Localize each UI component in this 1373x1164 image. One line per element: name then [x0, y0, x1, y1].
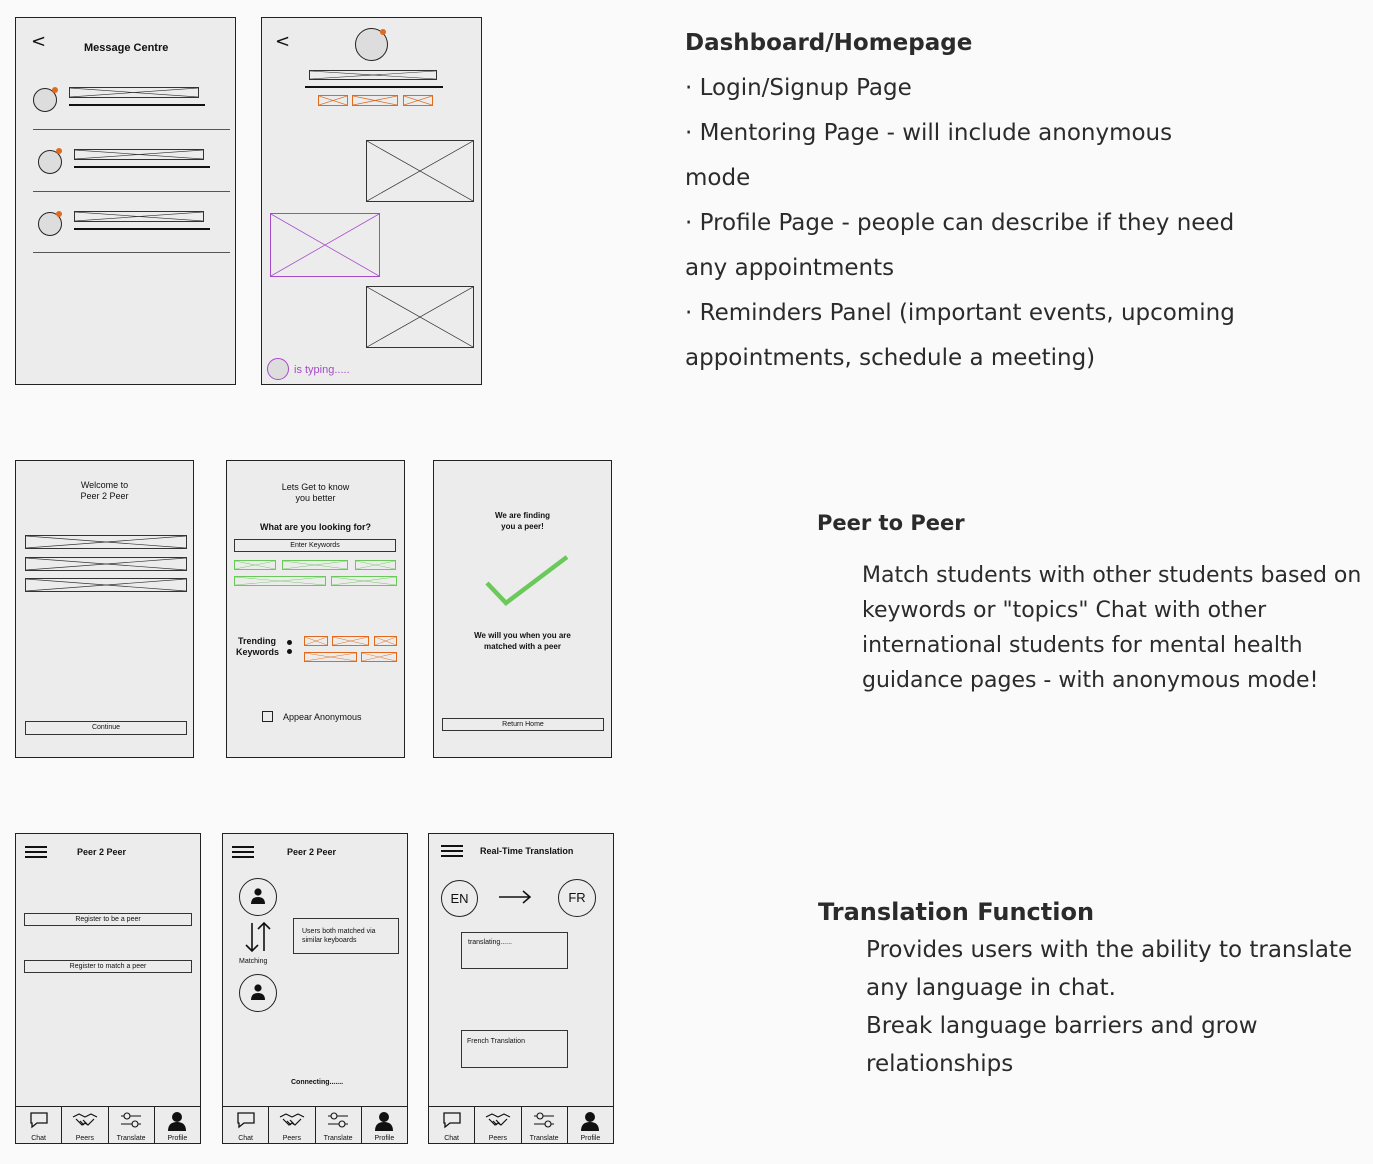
tag-placeholder — [403, 95, 433, 106]
nav-chat[interactable] — [223, 1107, 269, 1143]
profile-icon — [374, 1111, 394, 1131]
keyword-chip[interactable] — [234, 576, 326, 586]
trending-label: Keywords — [236, 647, 280, 657]
source-language-button[interactable]: EN — [441, 880, 478, 917]
input-placeholder[interactable] — [25, 578, 187, 592]
profile-icon — [167, 1111, 187, 1131]
person-icon — [251, 984, 265, 1000]
nav-peers[interactable] — [475, 1107, 521, 1143]
keyword-chip[interactable] — [282, 560, 348, 570]
sliders-icon — [327, 1111, 349, 1129]
finding-subtitle: you a peer! — [501, 522, 544, 531]
welcome-screen — [15, 460, 194, 758]
description-line: guidance pages - with anonymous mode! — [862, 668, 1319, 693]
chat-icon — [236, 1111, 256, 1129]
nav-chat[interactable] — [429, 1107, 475, 1143]
page-title: Message Centre — [84, 42, 169, 54]
translation-output-label: French Translation — [467, 1038, 525, 1045]
match-info-box — [293, 918, 399, 954]
description-line: · Profile Page - people can describe if they need — [685, 210, 1235, 236]
tag-placeholder — [352, 95, 398, 106]
description-line: · Login/Signup Page — [685, 75, 912, 101]
online-indicator — [52, 87, 58, 93]
section-title: Translation Function — [818, 898, 1095, 926]
bullet-icon — [287, 649, 292, 654]
trending-label: Trending — [238, 636, 276, 646]
nav-label: Translate — [116, 1135, 146, 1142]
received-message-bubble — [366, 140, 474, 202]
match-note: We will you when you are — [474, 631, 571, 640]
description-line: Provides users with the ability to translate — [866, 937, 1353, 963]
typing-avatar — [267, 358, 289, 380]
description-line: appointments, schedule a meeting) — [685, 345, 1096, 371]
nav-label: Translate — [529, 1135, 559, 1142]
name-underline — [305, 86, 443, 88]
register-match-button[interactable]: Register to match a peer — [24, 960, 192, 973]
profile-icon — [580, 1111, 600, 1131]
input-placeholder[interactable] — [25, 557, 187, 571]
match-info: Users both matched via — [302, 928, 376, 935]
tag-placeholder — [318, 95, 348, 106]
contact-name-placeholder — [309, 70, 437, 80]
target-language-button[interactable]: FR — [558, 879, 596, 917]
question-label: What are you looking for? — [259, 522, 371, 532]
description-line: relationships — [866, 1051, 1014, 1077]
chat-icon — [442, 1111, 462, 1129]
continue-button[interactable]: Continue — [25, 721, 187, 735]
nav-label: Peers — [75, 1135, 95, 1142]
keyword-chip[interactable] — [355, 560, 396, 570]
nav-peers[interactable] — [269, 1107, 315, 1143]
bottom-nav — [223, 1106, 407, 1143]
sent-message-bubble — [270, 213, 380, 277]
peer-home-screen — [15, 833, 201, 1144]
source-text-box[interactable] — [461, 932, 568, 969]
trending-chip[interactable] — [374, 636, 397, 646]
message-centre-screen — [15, 17, 236, 385]
online-indicator — [380, 29, 386, 35]
screen-subtitle: you better — [295, 493, 336, 503]
trending-chip[interactable] — [361, 652, 397, 662]
description-line: international students for mental health — [862, 633, 1303, 658]
divider — [33, 129, 230, 130]
back-icon[interactable]: < — [275, 31, 291, 52]
return-home-button[interactable]: Return Home — [442, 718, 604, 731]
section-title: Dashboard/Homepage — [685, 30, 973, 56]
message-preview-placeholder[interactable] — [74, 149, 204, 160]
match-note: matched with a peer — [484, 642, 561, 651]
translation-screen — [428, 833, 614, 1144]
match-info: similar keyboards — [302, 937, 357, 944]
divider — [33, 191, 230, 192]
bottom-nav — [429, 1106, 613, 1143]
nav-translate[interactable] — [522, 1107, 568, 1143]
nav-label: Chat — [31, 1135, 47, 1142]
handshake-icon — [485, 1111, 511, 1129]
bullet-icon — [287, 640, 292, 645]
online-indicator — [56, 148, 62, 154]
translated-text-box[interactable] — [461, 1030, 568, 1068]
description-line: any appointments — [685, 255, 895, 281]
nav-profile[interactable] — [155, 1107, 200, 1143]
typing-indicator: is typing..... — [294, 364, 350, 376]
nav-peers[interactable] — [62, 1107, 108, 1143]
menu-icon[interactable] — [232, 846, 254, 858]
nav-label: Peers — [488, 1135, 508, 1142]
chat-icon — [29, 1111, 49, 1129]
trending-chip[interactable] — [304, 636, 328, 646]
message-preview-placeholder[interactable] — [69, 87, 199, 98]
page-title: Real-Time Translation — [480, 846, 574, 856]
online-indicator — [56, 211, 62, 217]
nav-label: Profile — [374, 1135, 395, 1142]
page-title: Peer 2 Peer — [287, 847, 337, 857]
description-line: mode — [685, 165, 751, 191]
handshake-icon — [279, 1111, 305, 1129]
description-line: any language in chat. — [866, 975, 1116, 1001]
message-underline — [74, 166, 210, 168]
sliders-icon — [120, 1111, 142, 1129]
trending-chip[interactable] — [304, 652, 357, 662]
menu-icon[interactable] — [441, 845, 463, 857]
checkmark-icon — [484, 553, 570, 609]
register-peer-button[interactable]: Register to be a peer — [24, 913, 192, 926]
nav-profile[interactable] — [362, 1107, 407, 1143]
nav-translate[interactable] — [316, 1107, 362, 1143]
person-icon — [251, 888, 265, 904]
message-underline — [74, 228, 210, 230]
description-line: Match students with other students based on — [862, 563, 1362, 588]
matching-label: Matching — [239, 958, 268, 965]
message-underline — [69, 104, 205, 106]
nav-label: Profile — [580, 1135, 601, 1142]
sliders-icon — [533, 1111, 555, 1129]
description-line: Break language barriers and grow — [866, 1013, 1258, 1039]
bottom-nav — [16, 1106, 200, 1143]
nav-label: Translate — [323, 1135, 353, 1142]
nav-translate[interactable] — [109, 1107, 155, 1143]
menu-icon[interactable] — [25, 846, 47, 858]
description-line: keywords or "topics" Chat with other — [862, 598, 1267, 623]
nav-label: Profile — [167, 1135, 188, 1142]
keyword-chip[interactable] — [234, 560, 276, 570]
divider — [33, 252, 230, 253]
page-title: Peer 2 Peer — [77, 847, 127, 857]
nav-chat[interactable] — [16, 1107, 62, 1143]
input-placeholder[interactable] — [25, 535, 187, 549]
nav-profile[interactable] — [568, 1107, 613, 1143]
received-message-bubble — [366, 286, 474, 348]
nav-label: Chat — [238, 1135, 254, 1142]
connecting-status: Connecting....... — [291, 1079, 344, 1086]
welcome-title: Welcome to — [80, 480, 129, 490]
finding-title: We are finding — [495, 511, 550, 520]
anonymous-label: Appear Anonymous — [283, 712, 362, 722]
message-preview-placeholder[interactable] — [74, 211, 204, 222]
swap-arrows-icon — [243, 921, 273, 953]
translating-status: translating...... — [468, 939, 512, 946]
screen-title: Lets Get to know — [281, 482, 350, 492]
arrow-right-icon — [498, 890, 532, 904]
matching-screen — [222, 833, 408, 1144]
nav-label: Peers — [282, 1135, 302, 1142]
trending-chip[interactable] — [332, 636, 369, 646]
description-line: · Reminders Panel (important events, upcoming — [685, 300, 1235, 326]
section-title: Peer to Peer — [817, 511, 965, 535]
welcome-subtitle: Peer 2 Peer — [80, 491, 129, 501]
keyword-chip[interactable] — [331, 576, 397, 586]
handshake-icon — [72, 1111, 98, 1129]
keywords-screen — [226, 460, 405, 758]
keywords-input[interactable]: Enter Keywords — [234, 539, 396, 552]
anonymous-checkbox[interactable] — [262, 711, 273, 722]
back-icon[interactable]: < — [31, 31, 47, 52]
finding-peer-screen — [433, 460, 612, 758]
nav-label: Chat — [444, 1135, 460, 1142]
chat-screen — [261, 17, 482, 385]
description-line: · Mentoring Page - will include anonymous — [685, 120, 1173, 146]
